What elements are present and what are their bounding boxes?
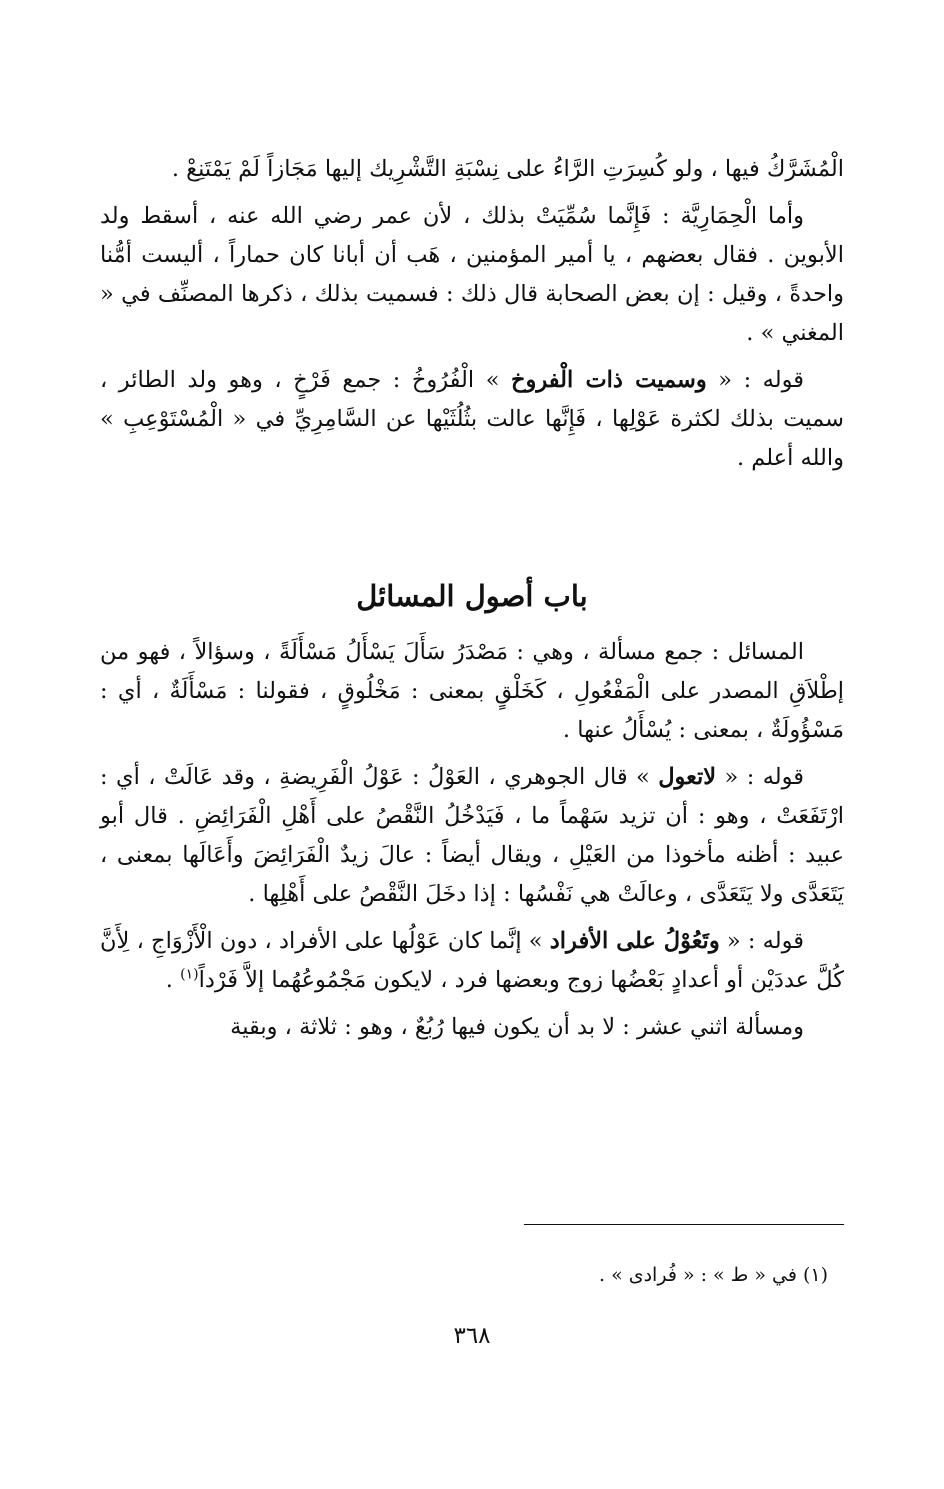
quote-prefix: قوله : « [719, 928, 804, 954]
footnote: (١) في « ط » : « فُرادى » . [598, 1264, 828, 1286]
paragraph: ومسألة اثني عشر : لا بد أن يكون فيها رُبُعٌ ، وهو : ثلاثة ، وبقية [230, 1014, 804, 1040]
paragraph [100, 922, 844, 1000]
footnote-marker: (١) [180, 966, 199, 983]
paragraph: الْمُشَرَّكُ فيها ، ولو كُسِرَتِ الرَّاءُ على نِسْبَةِ التَّشْرِيك إليها مَجَازاً لَمْ يَمْتَنِعْ . [171, 156, 844, 182]
paragraph-text: » قال الجوهري ، العَوْلُ : عَوْلُ الْفَرِيضةِ ، وقد عَالَتْ ، أي : ارْتَفَعَتْ ، وهو : أن تزيد سَهْماً ما ، فَيَدْخُلُ النَّقْصُ على أَهْلِ الْفَرَائِضِ . قال أبو عبيد : أظنه مأخوذا من العَيْلِ ، ويقال أيضاً : عالَ زيدٌ الْفَرَائِضَ وأَعَالَها بمعنى ، يَتَعَدَّى ولا يَتَعَدَّى ، وعالَتْ هي نَفْسُها : إذا دخَلَ النَّقْصُ على أَهْلِها . [100, 764, 844, 907]
bold-quote: وتَعُوْلُ على الأفراد [549, 928, 720, 954]
quote-prefix: قوله : « [706, 367, 804, 393]
paragraph [100, 758, 844, 914]
body-text-bottom [100, 633, 844, 1047]
paragraph-end: . [165, 967, 181, 993]
paragraph [100, 361, 844, 478]
bold-quote: وسميت ذات الْفروخ [510, 367, 707, 393]
bold-quote: لاتعول [658, 764, 717, 790]
paragraph: المسائل : جمع مسألة ، وهي : مَصْدَرُ سَأَلَ يَسْأَلُ مَسْأَلَةً ، وسؤالاً ، فهو من إطْلاَقِ المصدر على الْمَفْعُولِ ، كَخَلْقٍ بمعنى : مَخْلُوقٍ ، فقولنا : مَسْأَلَةٌ ، أي : مَسْؤُولَةٌ ، بمعنى : يُسْأَلُ عنها . [100, 639, 844, 743]
page-number: ٣٦٨ [453, 1323, 491, 1349]
body-text-top [100, 150, 844, 478]
footnote-divider [524, 1224, 844, 1225]
section-heading: باب أصول المسائل [356, 579, 588, 613]
paragraph-text: » الْفُرُوخُ : جمع فَرْخٍ ، وهو ولد الطائر ، سميت بذلك لكثرة عَوْلِها ، فَإِنَّها عالت بثُلُثَيْها عن السَّامِرِيِّ في « الْمُسْتَوْعِبِ » والله أعلم . [100, 367, 844, 471]
quote-prefix: قوله : « [716, 764, 804, 790]
paragraph-text: » إنَّما كان عَوْلُها على الأفراد ، دون الْأَزْوَاجِ ، لِأَنَّ كُلَّ عددَيْن أو أعدادٍ بَعْضُها زوج وبعضها فرد ، لايكون مَجْمُوعُهُما إلاَّ فَرْداً [100, 928, 844, 993]
paragraph: وأما الْحِمَارِيَّة : فَإِنَّما سُمِّيَتْ بذلك ، لأن عمر رضي الله عنه ، أسقط ولد الأبوين . فقال بعضهم ، يا أمير المؤمنين ، هَب أن أبانا كان حماراً ، أليست أمُّنا واحدةً ، وقيل : إن بعض الصحابة قال ذلك : فسميت بذلك ، ذكرها المصنِّف في « المغني » . [100, 203, 844, 346]
